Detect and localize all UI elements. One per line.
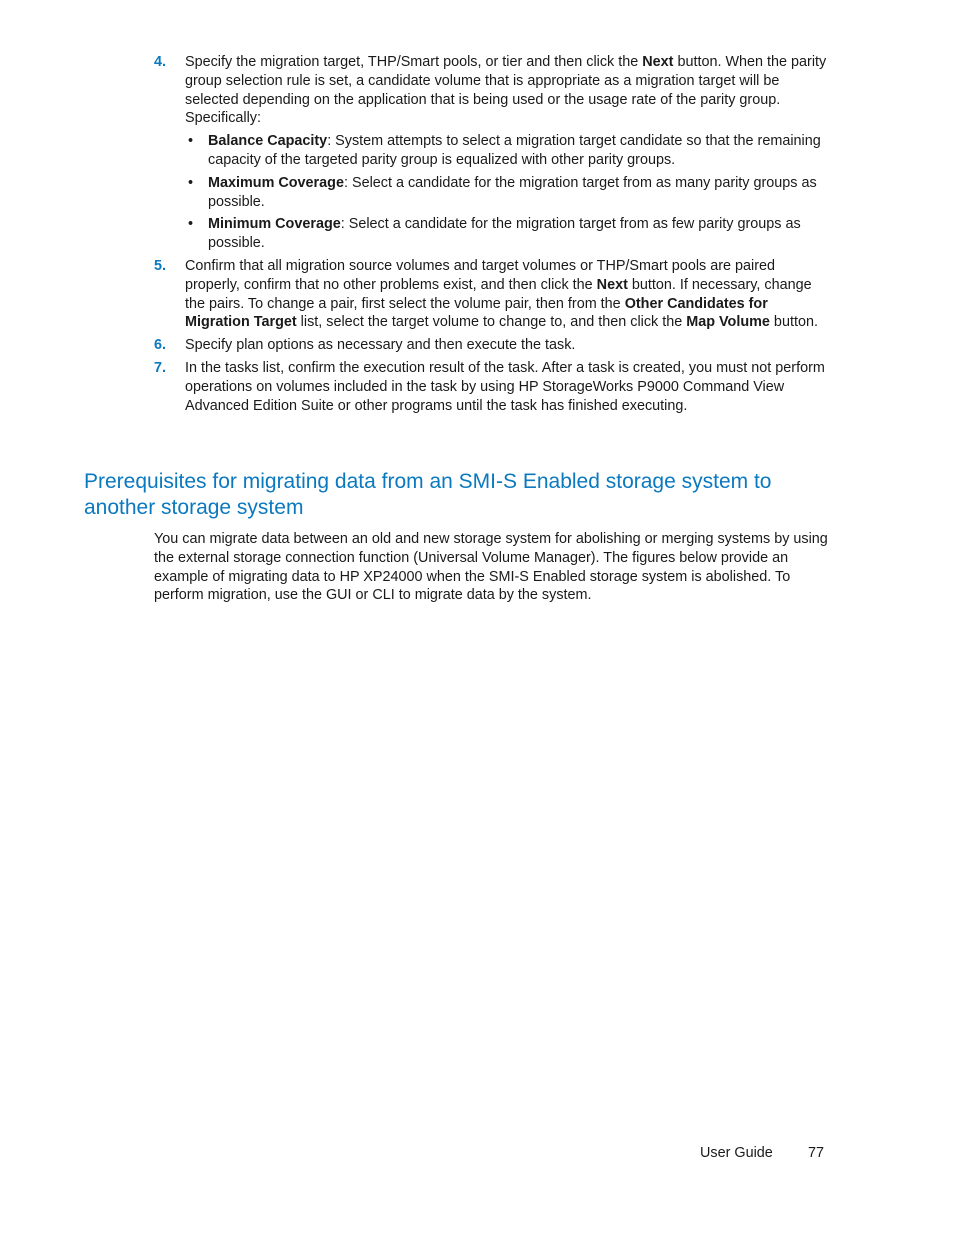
step-number: 6. — [154, 337, 167, 354]
next-term: Next — [642, 54, 674, 70]
bullet-text: : Select a candidate for the migration target from as many parity groups as possible. — [208, 174, 817, 210]
list-item — [185, 215, 830, 253]
step-text: Confirm that all migration source volumes and target volumes or THP/Smart pools are paired properly, confirm that no other problems exist, and then click the Next button. If necessary, change the pairs. To change a pair, first select the volume pair, then from the Other Candidates for Migration Target list, select the target volume to change to, and then click the Map Volume button. — [185, 257, 818, 331]
step-text: In the tasks list, confirm the execution result of the task. After a task is created, you must not perform operations on volumes included in the task by using HP StorageWorks P9000 Command View Advanced Edition Suite or other programs until the task has finished executing. — [185, 359, 825, 414]
step-4 — [154, 53, 830, 253]
procedure-steps — [154, 53, 830, 419]
list-item — [185, 174, 830, 212]
bullet-term: Balance Capacity — [208, 133, 328, 150]
map-volume-term: Map Volume — [686, 314, 770, 331]
step-text: Specify plan options as necessary and then execute the task. — [185, 337, 576, 354]
bullet-term: Minimum Coverage — [208, 216, 341, 233]
section-paragraph: You can migrate data between an old and new storage system for abolishing or merging systems by using the external storage connection function (Universal Volume Manager). The figures below provide an example of migrating data to HP XP24000 when the SMI-S Enabled storage system is abolished. To perform migration, use the GUI or CLI to migrate data by the system. — [154, 531, 828, 604]
bullet-term: Maximum Coverage — [208, 174, 344, 191]
page-number: 77 — [808, 1145, 825, 1161]
step-text: Specify the migration target, THP/Smart pools, or tier and then click the Next button. When the parity group selection rule is set, a candidate volume that is appropriate as a migration target will be selected depending on the application that is being used or the usage rate of the parity group. Specifically: — [185, 54, 827, 127]
other-candidates-term: Other Candidates for Migration Target — [185, 295, 768, 331]
bullet-icon: • — [188, 216, 194, 233]
step-6 — [154, 336, 830, 355]
section-heading: Prerequisites for migrating data from an SMI-S Enabled storage system to another storage system — [84, 470, 772, 519]
step-7 — [154, 359, 830, 415]
step-number: 7. — [154, 359, 167, 376]
bullet-icon: • — [188, 174, 194, 191]
selection-rule-list — [185, 132, 830, 253]
footer-label: User Guide — [700, 1145, 773, 1161]
bullet-text: : Select a candidate for the migration target from as few parity groups as possible. — [208, 216, 801, 252]
step-number: 5. — [154, 257, 167, 274]
step-5 — [154, 257, 830, 332]
next-term: Next — [596, 276, 628, 293]
bullet-text: : System attempts to select a migration target candidate so that the remaining capacity of the targeted parity group is equalized with other parity groups. — [208, 133, 821, 168]
step-number: 4. — [154, 54, 167, 70]
list-item — [185, 132, 830, 170]
bullet-icon: • — [188, 133, 194, 150]
